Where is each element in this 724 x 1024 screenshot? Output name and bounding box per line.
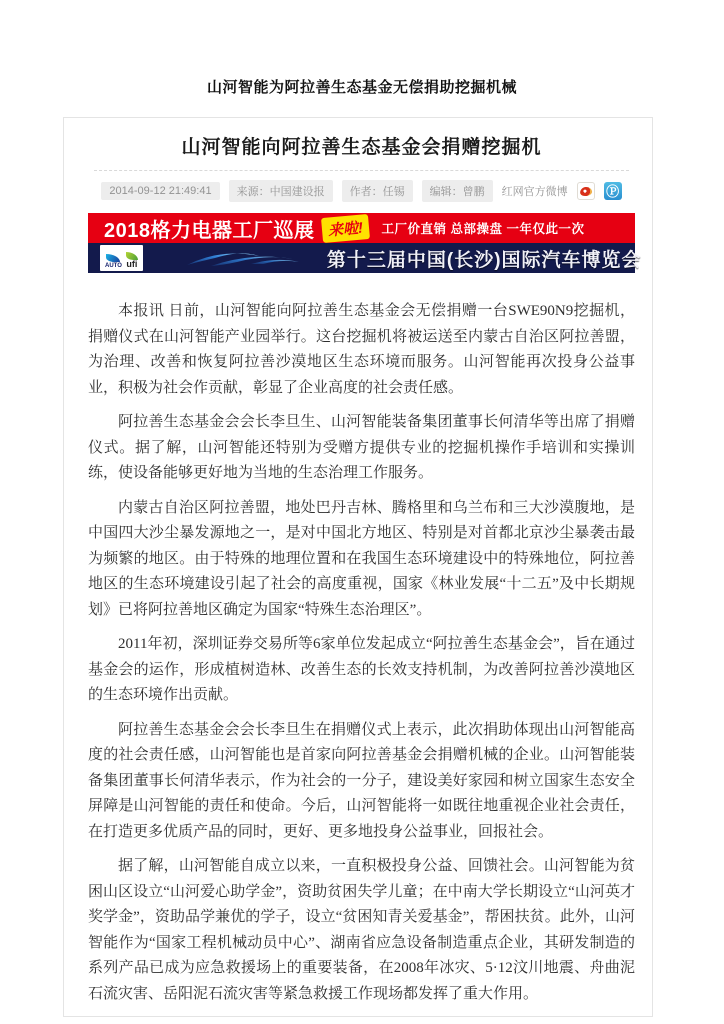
pengyou-icon[interactable]: Ⓟ xyxy=(604,182,622,200)
auto-logo-text: AUTO xyxy=(105,263,122,269)
article-meta xyxy=(88,180,635,202)
paragraph: 2011年初，深圳证券交易所等6家单位发起成立“阿拉善生态基金会”，旨在通过基金会的运作，形成植树造林、改善生态的长效支持机制，为改善阿拉善沙漠地区的生态环境作出贡献。 xyxy=(88,636,635,703)
official-weibo-label: 红网官方微博 xyxy=(501,186,568,198)
car-swoosh-icon xyxy=(181,246,301,270)
sina-weibo-icon[interactable] xyxy=(577,182,595,200)
paragraph: 据了解，山河智能自成立以来，一直积极投身公益、回馈社会。山河智能为贫困山区设立“山河爱心助学金”，资助贫困失学儿童；在中南大学长期设立“山河英才奖学金”，资助品学兼优的学子，设立“贫困知青关爱基金”，帮困扶贫。此外，山河智能作为“国家工程机械动员中心”、湖南省应急设备制造重点企业，其研发制造的系列产品已成为应急救援场上的重要装备，在2008年冰灾、5·12汶川地震、舟曲泥石流灾害、岳阳泥石流灾害等紧急救援工作现场都发挥了重大作用。 xyxy=(88,858,635,1002)
article-container xyxy=(63,117,653,1017)
article-body xyxy=(88,299,635,1007)
article-title: 山河智能向阿拉善生态基金会捐赠挖掘机 xyxy=(181,137,542,158)
title-separator xyxy=(94,170,629,171)
auto-expo-title: 第十三届中国(长沙)国际汽车博览会 xyxy=(326,249,642,271)
paragraph: 内蒙古自治区阿拉善盟，地处巴丹吉林、腾格里和乌兰布和三大沙漠腹地，是中国四大沙尘暴发源地之一，是对中国北方地区、特别是对首都北京沙尘暴袭击最为频繁的地区。由于特殊的地理位置和在我国生态环境建设中的特殊地位，阿拉善地区的生态环境建设引起了社会的高度重视，国家《林业发展“十二五”及中长期规划》已将阿拉善地区确定为国家“特殊生态治理区”。 xyxy=(88,499,635,618)
page-title: 山河智能为阿拉善生态基金无偿捐助挖掘机械 xyxy=(206,80,517,96)
gree-ad-tagline: 工厂价直销 总部操盘 一年仅此一次 xyxy=(381,222,585,236)
article-source: 来源：中国建设报 xyxy=(229,180,333,202)
gree-ad-title: 2018格力电器工厂巡展 xyxy=(104,219,315,242)
auto-expo-logo-box xyxy=(100,245,143,271)
article-editor: 编辑：曾鹏 xyxy=(422,180,493,202)
auto-logo-swoosh-icon xyxy=(106,254,120,262)
gree-ad-banner[interactable] xyxy=(88,213,635,243)
gree-ad-badge: 来啦! xyxy=(322,215,369,242)
paragraph: 本报讯 日前，山河智能向阿拉善生态基金会无偿捐赠一台SWE90N9挖掘机，捐赠仪式在山河智能产业园举行。这台挖掘机将被运送至内蒙古自治区阿拉善盟，为治理、改善和恢复阿拉善沙漠地区生态环境而服务。山河智能再次投身公益事业，积极为社会作贡献，彰显了企业高度的社会责任感。 xyxy=(88,303,635,396)
publish-datetime: 2014-09-12 21:49:41 xyxy=(101,182,219,200)
ufi-logo xyxy=(126,252,138,269)
paragraph: 阿拉善生态基金会会长李旦生、山河智能装备集团董事长何清华等出席了捐赠仪式。据了解，山河智能还特别为受赠方提供专业的挖掘机操作手培训和实操训练，使设备能够更好地为当地的生态治理工作服务。 xyxy=(88,414,635,481)
article-author: 作者：任锡 xyxy=(342,180,413,202)
paragraph: 阿拉善生态基金会会长李旦生在捐赠仪式上表示，此次捐助体现出山河智能高度的社会责任感，山河智能也是首家向阿拉善基金会捐赠机械的企业。山河智能装备集团董事长何清华表示，作为社会的一分子，建设美好家园和树立国家生态安全屏障是山河智能的责任和使命。今后，山河智能将一如既往地重视企业社会责任，在打造更多优质产品的同时，更好、更多地投身公益事业，回报社会。 xyxy=(88,721,635,840)
weibo-eye-glyph xyxy=(579,186,592,197)
auto-expo-ad-banner[interactable] xyxy=(88,243,642,273)
ufi-logo-text: ufi xyxy=(126,259,138,269)
auto-logo xyxy=(105,254,122,269)
